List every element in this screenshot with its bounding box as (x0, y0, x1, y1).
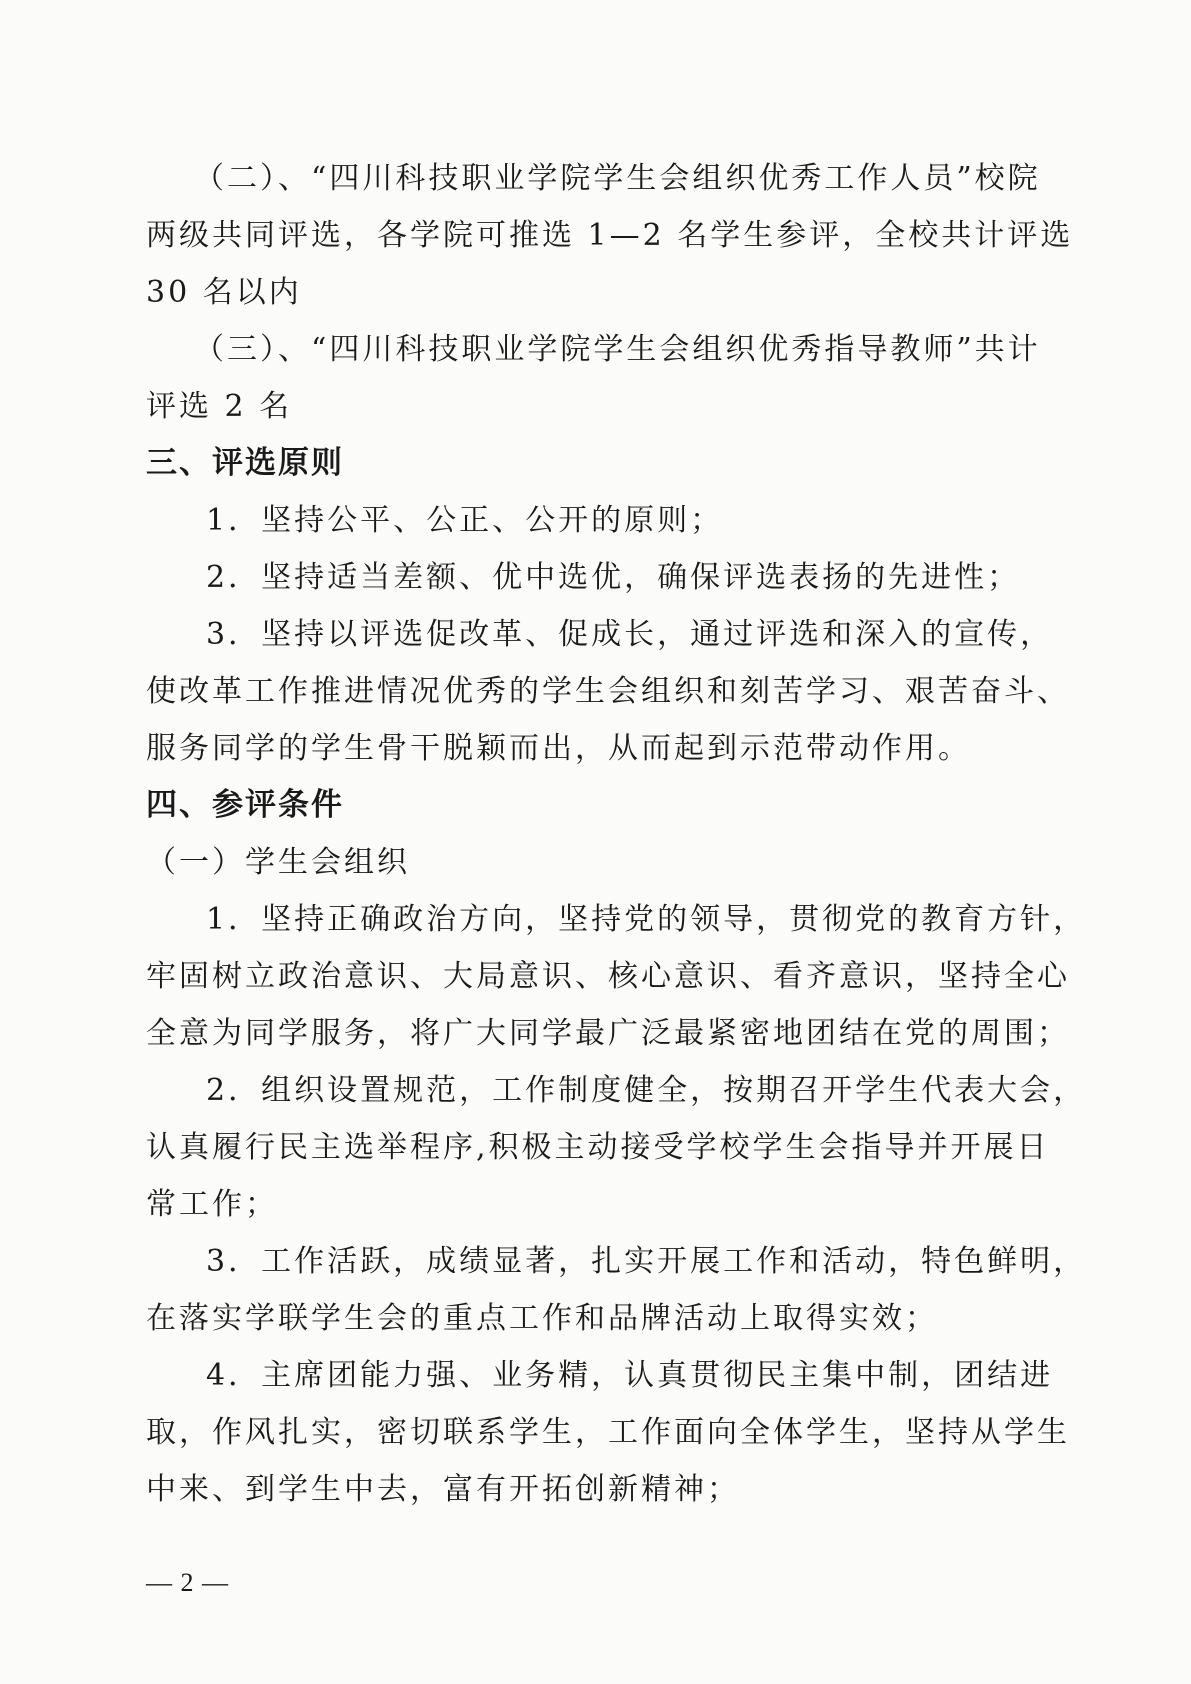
paragraph-line: （二）、“四川科技职业学院学生会组织优秀工作人员”校院 (194, 161, 1041, 196)
section-heading: 三、评选原则 (146, 445, 344, 481)
subsection-heading: （一）学生会组织 (146, 845, 410, 880)
list-item: 2．组织设置规范，工作制度健全，按期召开学生代表大会， (206, 1073, 1087, 1108)
list-item: 1．坚持公平、公正、公开的原则； (206, 503, 724, 538)
list-item: 2．坚持适当差额、优中选优，确保评选表扬的先进性； (206, 560, 1021, 595)
list-item: 4．主席团能力强、业务精，认真贯彻民主集中制，团结进 (206, 1358, 1054, 1393)
list-item: 3．工作活跃，成绩显著，扎实开展工作和活动，特色鲜明， (206, 1244, 1087, 1279)
paragraph-line: 评选 2 名 (146, 389, 293, 424)
paragraph-line: 两级共同评选，各学院可推选 1—2 名学生参评，全校共计评选 (146, 218, 1074, 253)
paragraph-line: 服务同学的学生骨干脱颖而出，从而起到示范带动作用。 (146, 731, 971, 766)
page-number: — 2 — (146, 1568, 229, 1597)
paragraph-line: 使改革工作推进情况优秀的学生会组织和刻苦学习、艰苦奋斗、 (146, 674, 1070, 709)
paragraph-line: 认真履行民主选举程序,积极主动接受学校学生会指导并开展日 (146, 1130, 1050, 1165)
paragraph-line: 中来、到学生中去，富有开拓创新精神； (146, 1472, 740, 1507)
paragraph-line: 常工作； (146, 1187, 278, 1222)
section-heading: 四、参评条件 (146, 787, 344, 823)
paragraph-line: 30 名以内 (146, 275, 302, 310)
list-item: 1．坚持正确政治方向，坚持党的领导，贯彻党的教育方针， (206, 902, 1087, 937)
document-body (146, 150, 1087, 1518)
paragraph-line: 取，作风扎实，密切联系学生，工作面向全体学生，坚持从学生 (146, 1415, 1070, 1450)
paragraph-line: 牢固树立政治意识、大局意识、核心意识、看齐意识，坚持全心 (146, 959, 1070, 994)
paragraph-line: 在落实学联学生会的重点工作和品牌活动上取得实效； (146, 1301, 938, 1336)
paragraph-line: 全意为同学服务，将广大同学最广泛最紧密地团结在党的周围； (146, 1016, 1070, 1051)
list-item: 3．坚持以评选促改革、促成长，通过评选和深入的宣传， (206, 617, 1054, 652)
paragraph-line: （三）、“四川科技职业学院学生会组织优秀指导教师”共计 (194, 332, 1041, 367)
